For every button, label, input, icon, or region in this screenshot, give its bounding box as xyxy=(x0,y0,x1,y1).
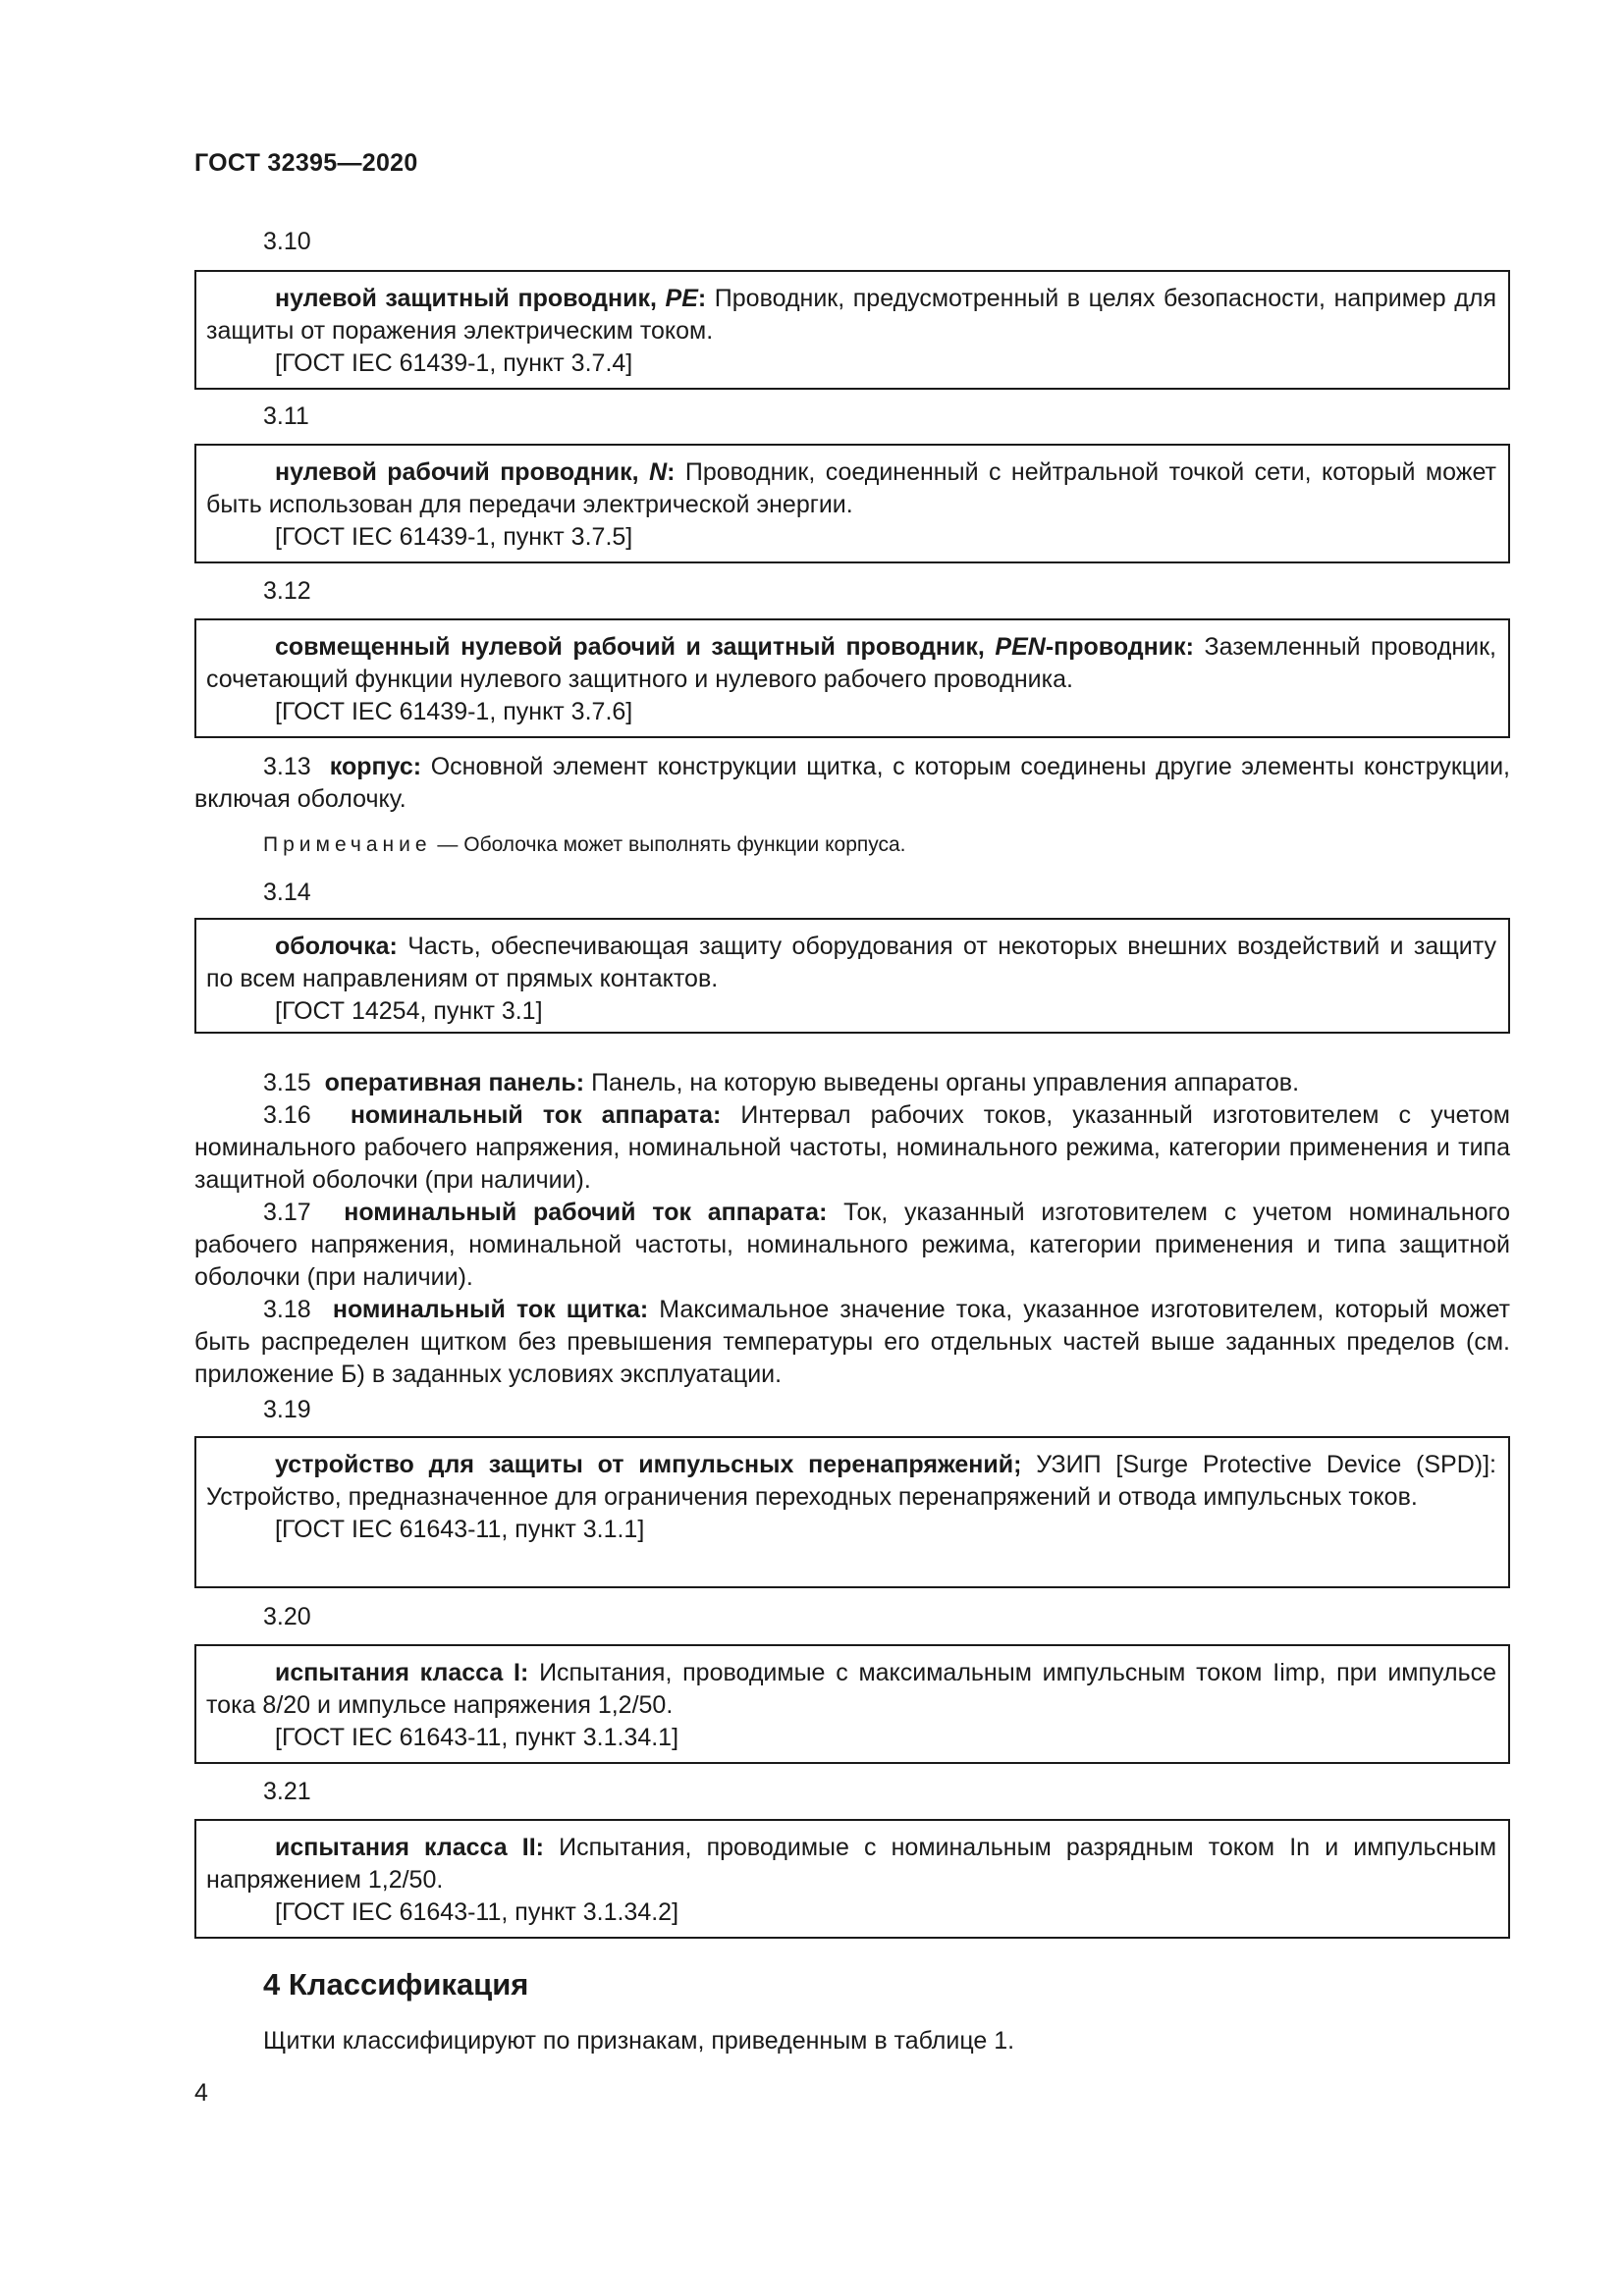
term-number: 3.21 xyxy=(263,1778,311,1805)
term-definition: совмещенный нулевой рабочий и защитный проводник, PEN-проводник: Заземленный проводник, сочетающий функции нулевого защитного и нулевого рабочего проводника. xyxy=(206,633,1496,693)
term-box xyxy=(194,1819,1510,1939)
term-number: 3.19 xyxy=(263,1396,311,1423)
term-source: [ГОСТ IEC 61643-11, пункт 3.1.1] xyxy=(275,1516,645,1543)
term-paragraph: 3.15 оперативная панель: Панель, на которую выведены органы управления аппаратов. xyxy=(263,1069,1300,1096)
term-number: 3.12 xyxy=(263,577,311,605)
note: Примечание — Оболочка может выполнять функции корпуса. xyxy=(263,833,906,856)
term-number: 3.11 xyxy=(263,402,309,430)
term-paragraph: 3.16 номинальный ток аппарата: Интервал рабочих токов, указанный изготовителем с учетом номинального рабочего напряжения, номинальной частоты, номинального режима, категории применения и типа защитной оболочки (при наличии). xyxy=(194,1101,1510,1194)
section-heading: 4 Классификация xyxy=(263,1967,529,2002)
term-number: 3.10 xyxy=(263,228,311,255)
section-intro: Щитки классифицируют по признакам, приведенным в таблице 1. xyxy=(263,2027,1015,2055)
term-box xyxy=(194,918,1510,1034)
term-paragraph: 3.17 номинальный рабочий ток аппарата: Ток, указанный изготовителем с учетом номинального рабочего напряжения, номинальной частоты, номинального режима, категории применения и типа защитной оболочки (при наличии). xyxy=(194,1199,1510,1291)
term-definition: нулевой защитный проводник, PE: Проводник, предусмотренный в целях безопасности, например для защиты от поражения электрическим током. xyxy=(206,285,1496,345)
term-paragraph: 3.13 корпус: Основной элемент конструкции щитка, с которым соединены другие элементы конструкции, включая оболочку. xyxy=(194,753,1510,813)
term-box xyxy=(194,270,1510,390)
term-number: 3.20 xyxy=(263,1603,311,1630)
term-box xyxy=(194,618,1510,738)
page-number: 4 xyxy=(194,2079,208,2107)
term-source: [ГОСТ IEC 61643-11, пункт 3.1.34.2] xyxy=(275,1898,679,1926)
term-definition: испытания класса II: Испытания, проводимые с номинальным разрядным током In и импульсным напряжением 1,2/50. xyxy=(206,1834,1497,1894)
term-box xyxy=(194,1644,1510,1764)
document-header: ГОСТ 32395—2020 xyxy=(194,149,418,177)
term-source: [ГОСТ 14254, пункт 3.1] xyxy=(275,997,543,1025)
term-box xyxy=(194,1436,1510,1588)
term-number: 3.14 xyxy=(263,879,311,906)
term-definition: испытания класса I: Испытания, проводимые с максимальным импульсным током Iimp, при импульсе тока 8/20 и импульсе напряжения 1,2/50. xyxy=(206,1659,1496,1719)
term-definition: нулевой рабочий проводник, N: Проводник, соединенный с нейтральной точкой сети, который может быть использован для передачи электрической энергии. xyxy=(206,458,1496,518)
terms-block xyxy=(194,1067,1510,1391)
term-paragraph: 3.18 номинальный ток щитка: Максимальное значение тока, указанное изготовителем, который может быть распределен щитком без превышения температуры его отдельных частей выше заданных пределов (см. приложение Б) в заданных условиях эксплуатации. xyxy=(194,1296,1510,1388)
term-source: [ГОСТ IEC 61643-11, пункт 3.1.34.1] xyxy=(275,1724,679,1751)
term-box xyxy=(194,444,1510,563)
term-definition: оболочка: Часть, обеспечивающая защиту оборудования от некоторых внешних воздействий и защиту по всем направлениям от прямых контактов. xyxy=(206,933,1496,992)
term-source: [ГОСТ IEC 61439-1, пункт 3.7.5] xyxy=(275,523,633,551)
term-source: [ГОСТ IEC 61439-1, пункт 3.7.6] xyxy=(275,698,633,725)
term-source: [ГОСТ IEC 61439-1, пункт 3.7.4] xyxy=(275,349,633,377)
term-definition: устройство для защиты от импульсных перенапряжений; УЗИП [Surge Protective Device (SPD)]: Устройство, предназначенное для ограничения переходных перенапряжений и отвода импульсных токов. xyxy=(206,1451,1496,1511)
